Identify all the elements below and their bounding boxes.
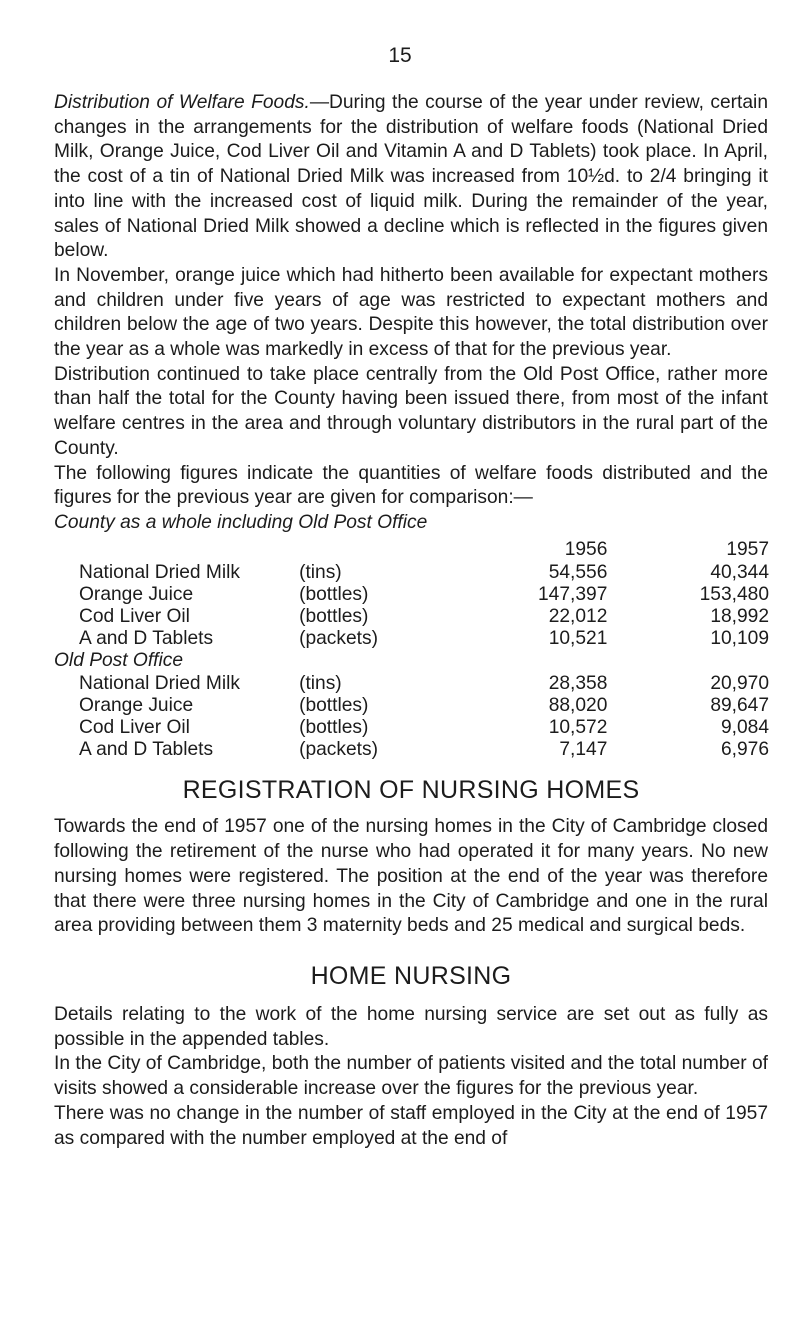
item-name: Cod Liver Oil bbox=[79, 606, 190, 628]
value-1956: 88,020 bbox=[548, 694, 608, 716]
value-1956: 147,397 bbox=[538, 583, 608, 605]
value-1956: 54,556 bbox=[548, 561, 608, 583]
item-unit: (packets) bbox=[299, 628, 378, 650]
old-post-office-heading-row bbox=[79, 650, 769, 672]
county-table-heading: County as a whole including Old Post Office bbox=[54, 511, 428, 533]
value-1957: 18,992 bbox=[710, 606, 769, 628]
value-1956: 7,147 bbox=[559, 739, 608, 761]
registration-paragraph: Towards the end of 1957 one of the nursing homes in the City of Cambridge closed following the retirement of the nurse who had operated it for many years. No new nursing homes were registered. The position at the end of the year was therefore that there were three nursing homes in the City of Cambridge and one in the rural area providing between them 3 maternity beds and 25 medical and surgical beds. bbox=[54, 816, 768, 937]
value-1957: 9,084 bbox=[720, 717, 769, 739]
item-name: National Dried Milk bbox=[79, 672, 241, 694]
item-unit: (tins) bbox=[299, 561, 342, 583]
registration-heading: REGISTRATION OF NURSING HOMES bbox=[182, 776, 640, 805]
welfare-foods-table bbox=[54, 536, 769, 762]
value-1956: 10,521 bbox=[548, 628, 608, 650]
value-1957: 153,480 bbox=[699, 583, 769, 605]
welfare-foods-paragraph-1-body: —During the course of the year under review, certain changes in the arrangements for the distribution of welfare foods (National Dried Milk, Orange Juice, Cod Liver Oil and Vitamin A and D Tablets) took place. In April, the cost of a tin of National Dried Milk was increased from 10½d. to 2/4 bringing it into line with the increased cost of liquid milk. During the remainder of the year, sales of National Dried Milk showed a decline which is reflected in the figures given below. bbox=[54, 92, 768, 262]
table-row bbox=[79, 717, 769, 739]
table-row bbox=[79, 562, 769, 584]
table-header-row bbox=[79, 536, 769, 562]
value-1957: 89,647 bbox=[710, 694, 769, 716]
value-1956: 22,012 bbox=[548, 606, 608, 628]
item-unit: (bottles) bbox=[299, 717, 369, 739]
value-1957: 20,970 bbox=[710, 672, 769, 694]
old-post-office-heading: Old Post Office bbox=[54, 650, 184, 672]
welfare-foods-paragraph-4: The following figures indicate the quantities of welfare foods distributed and the figures for the previous year are given for comparison:— bbox=[54, 462, 768, 509]
item-name: National Dried Milk bbox=[79, 561, 241, 583]
value-1957: 6,976 bbox=[720, 739, 769, 761]
home-nursing-heading: HOME NURSING bbox=[310, 962, 512, 990]
table-row bbox=[79, 673, 769, 695]
item-name: A and D Tablets bbox=[79, 739, 214, 761]
item-name: Orange Juice bbox=[79, 583, 194, 605]
page-content bbox=[54, 91, 768, 1151]
year-1957-header: 1957 bbox=[726, 539, 769, 561]
year-1956-header: 1956 bbox=[564, 539, 608, 561]
item-name: Orange Juice bbox=[79, 694, 194, 716]
table-row bbox=[79, 628, 769, 650]
value-1956: 10,572 bbox=[548, 717, 608, 739]
home-nursing-paragraph-1: Details relating to the work of the home nursing service are set out as fully as possible in the appended tables. bbox=[54, 1004, 768, 1050]
value-1956: 28,358 bbox=[548, 672, 608, 694]
item-unit: (bottles) bbox=[299, 606, 369, 628]
value-1957: 40,344 bbox=[710, 561, 769, 583]
item-name: A and D Tablets bbox=[79, 628, 214, 650]
welfare-foods-paragraph-2: In November, orange juice which had hitherto been available for expectant mothers and children under five years of age was restricted to expectant mothers and children below the age of two years. Despite this however, the total distribution over the year as a whole was markedly in excess of that for the previous year. bbox=[54, 264, 768, 361]
item-unit: (bottles) bbox=[299, 694, 369, 716]
table-row bbox=[79, 739, 769, 761]
home-nursing-paragraph-2: In the City of Cambridge, both the number of patients visited and the total number of visits showed a considerable increase over the figures for the previous year. bbox=[54, 1053, 768, 1100]
item-unit: (bottles) bbox=[299, 583, 369, 605]
item-name: Cod Liver Oil bbox=[79, 717, 190, 739]
value-1957: 10,109 bbox=[710, 628, 769, 650]
table-row bbox=[79, 606, 769, 628]
welfare-foods-paragraph-3: Distribution continued to take place centrally from the Old Post Office, rather more than half the total for the County having been issued there, from most of the infant welfare centres in the area and through voluntary distributors in the rural part of the County. bbox=[54, 363, 768, 459]
item-unit: (tins) bbox=[299, 672, 342, 694]
item-unit: (packets) bbox=[299, 739, 378, 761]
welfare-foods-paragraph-1 bbox=[54, 91, 768, 264]
home-nursing-paragraph-3: There was no change in the number of staff employed in the City at the end of 1957 as compared with the number employed at the end of bbox=[54, 1102, 768, 1149]
table-row bbox=[79, 584, 769, 606]
page-number: 15 bbox=[388, 44, 412, 67]
welfare-foods-title: Distribution of Welfare Foods. bbox=[54, 92, 310, 113]
table-row bbox=[79, 695, 769, 717]
